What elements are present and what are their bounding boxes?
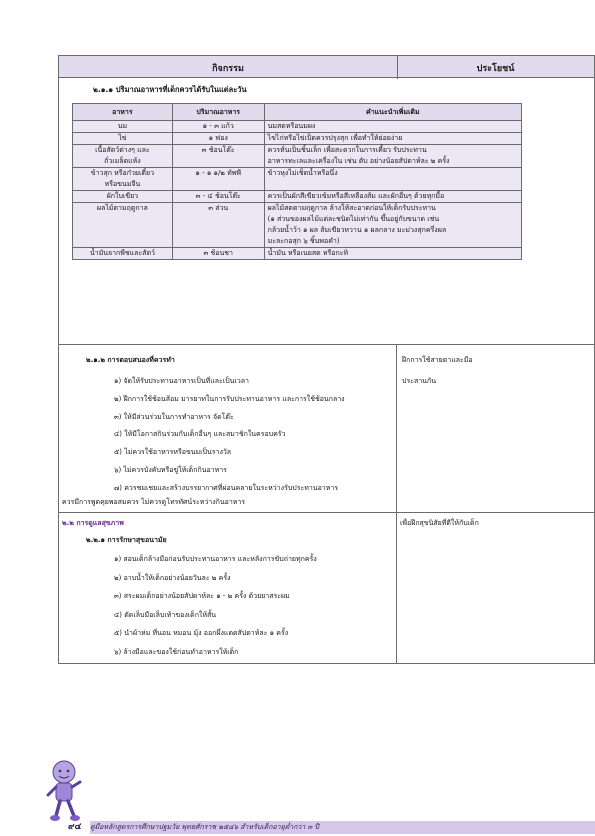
col-advice: คำแนะนำเพิ่มเติม — [264, 104, 521, 121]
amount-cell — [172, 248, 264, 260]
food-cell — [73, 121, 173, 133]
footer-text: คู่มือหลักสูตรการศึกษาปฐมวัย พุทธศักราช ๒๕๔๖ สำหรับเด็กอายุต่ำกว่า ๓ ปี — [90, 823, 319, 831]
section-212-item-5: ๕) ไม่ควรใช้อาหารหรือขนมเป็นรางวัล — [114, 448, 232, 457]
table-row — [73, 203, 522, 248]
food-quantity-table — [72, 103, 522, 260]
advice-cell-line: อาหารทะเลและเครื่องใน เช่น ตับ อย่างน้อยสัปดาห์ละ ๒ ครั้ง — [267, 157, 450, 165]
advice-cell — [264, 145, 521, 168]
section-212-benefit-line-1: ฝึกการใช้สายตาและมือ — [402, 356, 473, 364]
advice-cell-line: มะละกอสุก ๖ ชิ้นพอคำ) — [267, 237, 340, 245]
food-cell — [73, 145, 173, 168]
amount-cell — [172, 191, 264, 203]
food-cell — [73, 248, 173, 260]
section-212-item-6: ๖) ไม่ควรบังคับหรือขู่ให้เด็กกินอาหาร — [114, 465, 227, 474]
advice-cell-line: (๑ ส่วนของผลไม้แต่ละชนิดไม่เท่ากัน ขึ้นอยู่กับขนาด เช่น — [267, 215, 440, 223]
food-cell-line: ไข่ — [118, 134, 127, 142]
advice-cell — [264, 191, 521, 203]
amount-cell-line: ๓ ส่วน — [208, 204, 229, 212]
section-221-item-6: ๖) ล้างมือและของใช้ก่อนทำอาหารให้เด็ก — [114, 647, 239, 656]
food-cell-line: ข้าวสุก หรือก๋วยเตี๋ยว — [90, 169, 154, 177]
amount-cell — [172, 168, 264, 191]
amount-cell-line: ๑ - ๓ แก้ว — [202, 122, 234, 130]
amount-cell-line: ๑ ฟอง — [208, 134, 228, 142]
col-food: อาหาร — [73, 104, 173, 121]
header-benefit: ประโยชน์ — [476, 63, 515, 74]
food-table-header — [73, 104, 522, 121]
advice-cell-line: ควรเป็นผักสีเขียวเข้มหรือสีเหลืองส้ม และผักอื่นๆ ด้วยทุกมื้อ — [267, 192, 445, 200]
table-row — [73, 121, 522, 133]
advice-cell-line: กล้วยน้ำว้า ๑ ผล ส้มเขียวหวาน ๑ ผลกลาง มะม่วงสุกครึ่งผล — [267, 226, 447, 234]
section-212-item-1: ๑) จัดให้รับประทานอาหารเป็นที่และเป็นเวลา — [114, 377, 249, 385]
advice-cell — [264, 248, 521, 260]
food-cell — [73, 133, 173, 145]
table-header-row — [58, 55, 595, 78]
child-mascot-icon — [44, 758, 84, 824]
row-divider — [58, 512, 595, 513]
section-212-item-3: ๓) ให้มีส่วนร่วมในการทำอาหาร จัดโต๊ะ — [114, 412, 234, 421]
section-221-item-2: ๒) อาบน้ำให้เด็กอย่างน้อยวันละ ๒ ครั้ง — [114, 573, 231, 582]
section-22-benefit: เพื่อฝึกสุขนิสัยที่ดีให้กับเด็ก — [400, 519, 479, 527]
food-cell — [73, 203, 173, 248]
amount-cell-line: ๓ ช้อนโต๊ะ — [201, 146, 235, 154]
col-amount: ปริมาณอาหาร — [172, 104, 264, 121]
food-cell-line: น้ำมันจากพืชและสัตว์ — [89, 249, 155, 257]
amount-cell — [172, 121, 264, 133]
page-number: ๙๔ — [68, 822, 82, 832]
advice-cell — [264, 203, 521, 248]
section-212-list — [114, 377, 345, 484]
advice-cell — [264, 121, 521, 133]
section-221-title: ๒.๒.๑ การรักษาสุขอนามัย — [86, 536, 167, 544]
amount-cell — [172, 133, 264, 145]
amount-cell — [172, 203, 264, 248]
table-row — [73, 191, 522, 203]
table-row — [73, 248, 522, 260]
table-row — [73, 133, 522, 145]
food-cell-line: ผลไม้ตามฤดูกาล — [96, 204, 148, 212]
amount-cell-line: ๓ - ๔ ช้อนโต๊ะ — [195, 192, 241, 200]
advice-cell-line: ผลไม้สดตามฤดูกาล ล้างให้สะอาดก่อนให้เด็กรับประทาน — [267, 204, 436, 212]
amount-cell — [172, 145, 264, 168]
advice-cell-line: ควรหั่นเป็นชิ้นเล็ก เพื่อสะดวกในการเคี้ยว รับประทาน — [267, 146, 427, 154]
food-cell-line: หรือขนมจีน — [104, 180, 141, 188]
column-divider — [396, 344, 397, 664]
food-cell — [73, 191, 173, 203]
section-212-item-2: ๒) ฝึกการใช้ช้อนส้อม มารยาทในการรับประทานอาหาร และการใช้ช้อนกลาง — [114, 394, 345, 403]
advice-cell — [264, 133, 521, 145]
section-212-benefit-line-2: ประสานกัน — [402, 377, 436, 385]
food-cell-line: ถั่วเมล็ดแห้ง — [104, 157, 141, 165]
table-row — [73, 168, 522, 191]
row-divider — [58, 344, 595, 345]
section-221-item-5: ๕) นำผ้าห่ม ที่นอน หมอน มุ้ง ออกผึ่งแดดสัปดาห์ละ ๑ ครั้ง — [114, 629, 289, 638]
section-211-title: ๒.๑.๑ ปริมาณอาหารที่เด็กควรได้รับในแต่ละวัน — [93, 85, 247, 94]
advice-cell-line: ไข่ไก่หรือไข่เป็ดควรปรุงสุก เพื่อทำให้ย่อยง่าย — [267, 134, 403, 142]
section-221-item-3: ๓) สระผมเด็กอย่างน้อยสัปดาห์ละ ๑ - ๒ ครั้ง ด้วยยาสระผม — [114, 592, 290, 601]
section-212-title: ๒.๑.๒ การตอบสนองที่ควรทำ — [86, 356, 175, 364]
section-221-item-1: ๑) สอนเด็กล้างมือก่อนรับประทานอาหาร และหลังการขับถ่ายทุกครั้ง — [114, 555, 317, 563]
section-22-title: ๒.๒ การดูแลสุขภาพ — [62, 519, 124, 527]
advice-cell-line: น้ำมัน หรือเนยสด หรือกะทิ — [267, 249, 349, 257]
section-212-item-7-line-2: ควรมีการพูดคุยพอสมควร ไม่ควรดูโทรทัศน์ระหว่างกินอาหาร — [62, 498, 246, 506]
section-212-item-7-line-1: ๗) ควรชมเชยและสร้างบรรยากาศที่ผ่อนคลายในระหว่างรับประทานอาหาร — [114, 484, 339, 492]
section-221-item-4: ๔) ตัดเล็บมือเล็บเท้าของเด็กให้สั้น — [114, 610, 217, 619]
table-row — [73, 145, 522, 168]
food-cell — [73, 168, 173, 191]
amount-cell-line: ๓ ช้อนชา — [203, 249, 233, 257]
header-activity: กิจกรรม — [59, 56, 398, 79]
section-221-list — [114, 555, 317, 667]
advice-cell — [264, 168, 521, 191]
food-cell-line: เนื้อสัตว์ต่างๆ และ — [95, 146, 150, 154]
advice-cell-line: นมสดหรือนมผง — [267, 122, 316, 130]
section-212-item-4: ๔) ให้มีโอกาสกินร่วมกับเด็กอื่นๆ และสมาชิกในครอบครัว — [114, 430, 286, 439]
advice-cell-line: ข้าวหุงไม่เช็ดน้ำหรือนึ่ง — [267, 169, 338, 177]
food-cell-line: ผักใบเขียว — [106, 192, 139, 200]
amount-cell-line: ๑ - ๑ ๑/๒ ทัพพี — [195, 169, 241, 177]
food-cell-line: นม — [117, 122, 128, 130]
